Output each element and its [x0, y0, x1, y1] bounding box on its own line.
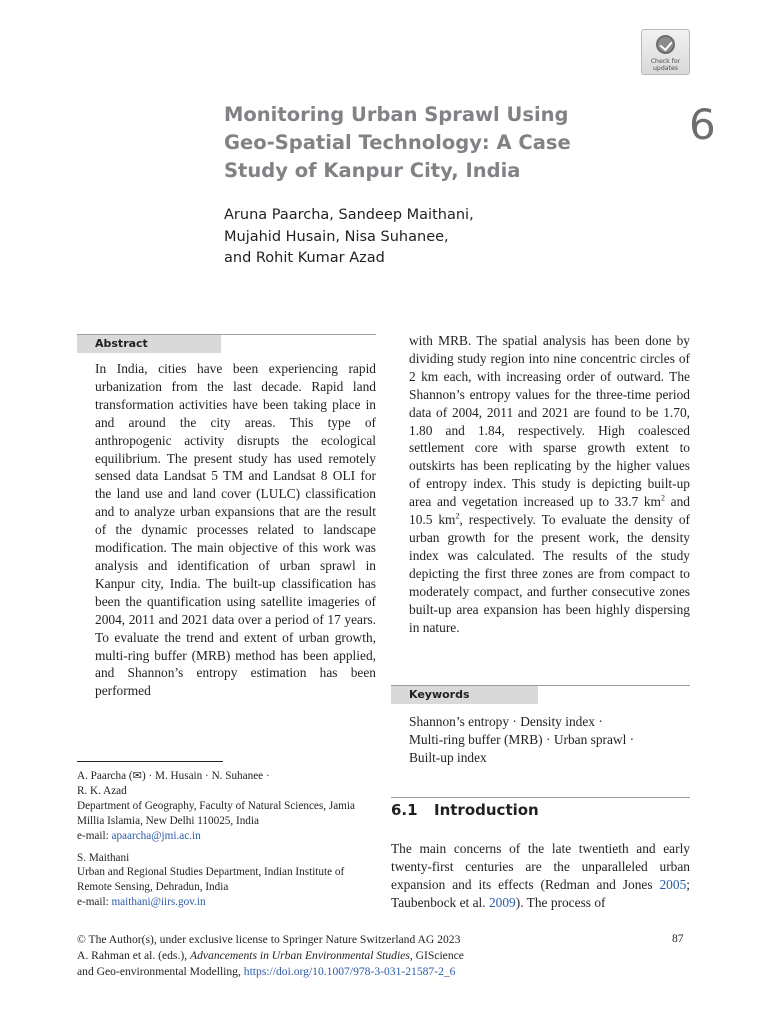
section-heading: [391, 801, 539, 819]
footnote-authors-line: R. K. Azad: [77, 784, 127, 797]
check-updates-icon: [656, 35, 675, 54]
intro-text-part: The main concerns of the late twentieth and early twenty-first centuries are the unparalleled urban expansion and its effects (Redman and Jones: [391, 841, 690, 892]
affiliation-1: Department of Geography, Faculty of Natural Sciences, Jamia Millia Islamia, New Delhi 110025, India: [77, 799, 355, 827]
badge-line2: updates: [652, 65, 679, 72]
keywords-line: Multi-ring buffer (MRB) · Urban sprawl ·: [409, 732, 635, 747]
abstract-text-part: and 10.5 km: [409, 494, 690, 528]
affiliation-2: Urban and Regional Studies Department, Indian Institute of Remote Sensing, Dehradun, India: [77, 866, 345, 894]
keyword: Density index: [520, 714, 595, 729]
footnote-rule: [77, 761, 223, 762]
keyword: Shannon’s entropy: [409, 714, 510, 729]
footnote-authors-line: A. Paarcha (✉) · M. Husain · N. Suhanee ·: [77, 770, 270, 782]
badge-line1: Check for: [650, 58, 681, 65]
check-for-updates-badge[interactable]: [641, 29, 690, 75]
doi-link[interactable]: https://doi.org/10.1007/978-3-031-21587-2_6: [243, 965, 456, 978]
section-title: Introduction: [434, 801, 539, 819]
chapter-title: Monitoring Urban Sprawl Using Geo-Spatial Technology: A Case Study of Kanpur City, India: [224, 103, 571, 182]
abstract-text-part: , respectively. To evaluate the density of urban growth for the present work, the density index was calculated. The results of the study depicting the first three zones are from compact to moderately compact, and further consecutive zones built-up area expansion has been highly dispersing in nature.: [409, 512, 690, 635]
citation-part: A. Rahman et al. (eds.),: [77, 949, 191, 962]
email-label: e-mail:: [77, 896, 112, 909]
keyword: Built-up index: [409, 750, 487, 765]
keyword: Multi-ring buffer (MRB): [409, 732, 543, 747]
citation-part: , GIScience: [409, 949, 464, 962]
copyright-line: © The Author(s), under exclusive license to Springer Nature Switzerland AG 2023: [77, 933, 461, 946]
abstract-text-left: [95, 360, 376, 700]
page-number: 87: [672, 932, 684, 945]
book-title: Advancements in Urban Environmental Studies: [190, 949, 410, 962]
author-list: [224, 205, 544, 270]
email-link[interactable]: maithani@iirs.gov.in: [111, 896, 206, 909]
citation-line: [77, 948, 690, 964]
abstract-text-right: [409, 332, 690, 636]
keywords-label: Keywords: [391, 686, 538, 704]
abstract-label: Abstract: [77, 335, 221, 353]
abstract-paragraph-continued: [409, 332, 690, 636]
chapter-number: 6: [689, 100, 716, 149]
author-affiliations: [77, 769, 367, 910]
section-number: 6.1: [391, 801, 418, 819]
intro-text-part: ). The process of: [515, 894, 606, 910]
author-line: Aruna Paarcha, Sandeep Maithani,: [224, 207, 474, 223]
section-top-rule: [391, 797, 690, 798]
intro-text-part: ; Taubenbock et al.: [391, 876, 690, 910]
superscript: 2: [660, 493, 665, 503]
keywords-line: Shannon’s entropy · Density index ·: [409, 714, 603, 729]
email-line: [77, 895, 367, 910]
author-line: and Rohit Kumar Azad: [224, 250, 385, 266]
citation-link[interactable]: 2005: [659, 876, 687, 892]
superscript: 2: [455, 511, 460, 521]
introduction-paragraph: [391, 840, 690, 912]
keywords-list: [409, 713, 690, 767]
abstract-paragraph: In India, cities have been experiencing rapid urbanization from the last decade. Rapid land transformation activities have been taking place in and around the city areas. This type of anthropogenic activity disrupts the ecological equilibrium. The present study has used remotely sensed data Landsat 5 TM and Landsat 8 OLI for the land use and land cover (LULC) classification and to analyze urban expansions that are the result of the dynamic processes related to landscape modification. The main objective of this work was analysis and identification of urban sprawl in Kanpur city, India. The built-up classification has been the quantification using satellite imageries of 2004, 2011 and 2021 data over a period of 17 years. To evaluate the trend and extent of urban growth, multi-ring buffer (MRB) method has been applied, and Shannon’s entropy estimation has been performed: [95, 361, 376, 699]
abstract-text-part: with MRB. The spatial analysis has been done by dividing study region into nine concentric circles of 2 km each, with increasing order of outward. The Shannon’s entropy values for the three-time period data of 2004, 2011 and 2021 are found to be 1.70, 1.80 and 1.84, respectively. High coalesced settlement core with sparse growth extent to outskirts has been replicating by the higher values of entropy index. This study is depicting built-up area and vegetation increased up to 33.7 km: [409, 333, 690, 510]
keyword: Urban sprawl: [553, 732, 627, 747]
author-line: Mujahid Husain, Nisa Suhanee,: [224, 228, 449, 245]
doi-line: [77, 964, 690, 980]
citation-link[interactable]: 2009: [488, 894, 516, 910]
email-line: [77, 829, 367, 844]
introduction-text: [391, 840, 690, 912]
keywords-line: [409, 749, 690, 767]
citation-part: and Geo-environmental Modelling,: [77, 965, 244, 978]
page-footer: [77, 932, 690, 980]
email-link[interactable]: apaarcha@jmi.ac.in: [111, 829, 201, 842]
footnote-author-2: S. Maithani: [77, 851, 130, 864]
email-label: e-mail:: [77, 829, 112, 842]
